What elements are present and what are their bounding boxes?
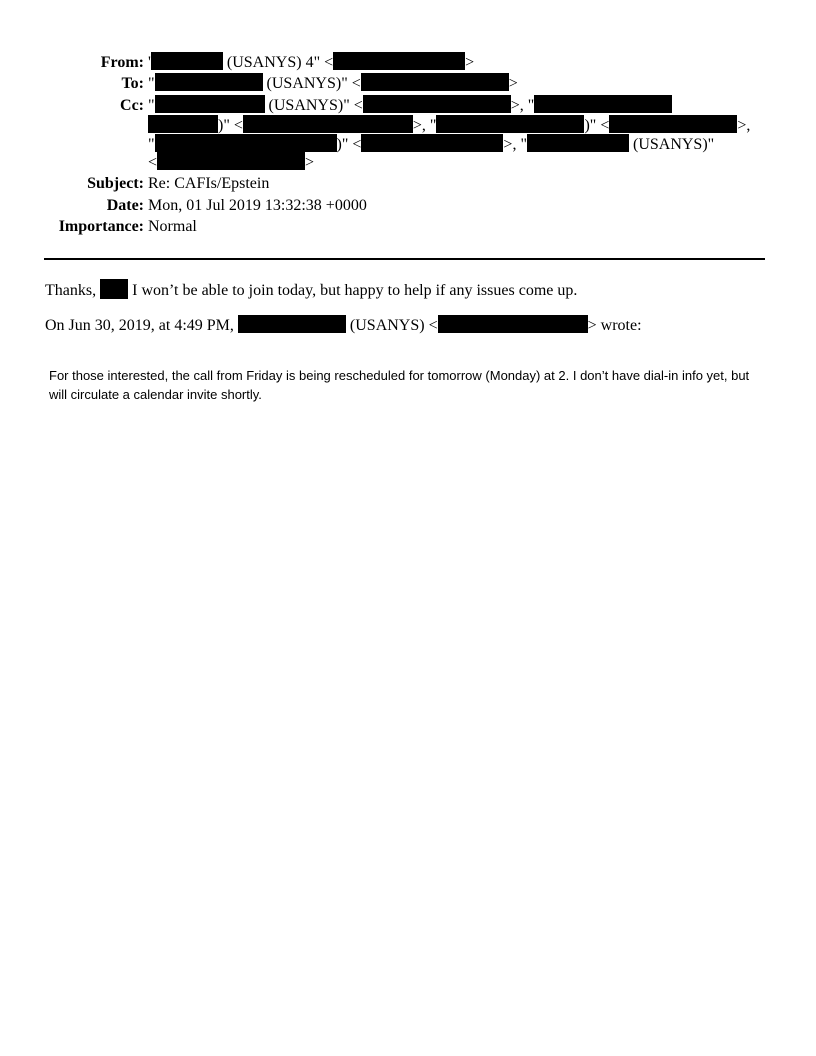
cc-value-line-3: " )" < >, " (USANYS)" [148, 136, 715, 153]
date-label: Date: [106, 197, 144, 214]
redaction-box [527, 134, 629, 152]
importance-label: Importance: [58, 218, 144, 235]
cc-value-line-1: " (USANYS)" < >, " [148, 95, 672, 117]
redaction-box [100, 279, 128, 299]
redaction-box [436, 115, 584, 133]
cc-value-line-4: < > [148, 154, 315, 171]
redaction-box [438, 315, 588, 333]
redaction-box [243, 115, 413, 133]
importance-value: Normal [148, 218, 197, 235]
cc-label: Cc: [120, 97, 144, 114]
redaction-box [155, 134, 337, 152]
redaction-box [148, 115, 218, 133]
quoted-message: For those interested, the call from Friday is being rescheduled for tomorrow (Monday) at 2. I don’t have dial-in info yet, but will circulate a calendar invite shortly. [49, 368, 750, 402]
from-value: ' (USANYS) 4" < > [148, 54, 475, 71]
redaction-box [155, 95, 265, 113]
date-value: Mon, 01 Jul 2019 13:32:38 +0000 [148, 197, 367, 214]
reply-text: Thanks, I won’t be able to join today, but happy to help if any issues come up. [45, 279, 577, 302]
redaction-box [151, 52, 223, 70]
to-value: " (USANYS)" < > [148, 75, 518, 92]
header-divider [44, 258, 765, 260]
from-label: From: [100, 54, 144, 71]
redaction-box [157, 152, 305, 170]
cc-value-line-2: )" < >, " )" < >, [148, 115, 750, 137]
subject-value: Re: CAFIs/Epstein [148, 175, 270, 192]
subject-label: Subject: [87, 175, 144, 192]
redaction-box [609, 115, 737, 133]
to-label: To: [121, 75, 144, 92]
quote-attribution: On Jun 30, 2019, at 4:49 PM, (USANYS) < > wrote: [45, 317, 642, 334]
redaction-box [361, 134, 503, 152]
redaction-box [534, 95, 672, 113]
redaction-box [361, 73, 509, 91]
redaction-box [155, 73, 263, 91]
redaction-box [333, 52, 465, 70]
redaction-box [363, 95, 511, 113]
redaction-box [238, 315, 346, 333]
